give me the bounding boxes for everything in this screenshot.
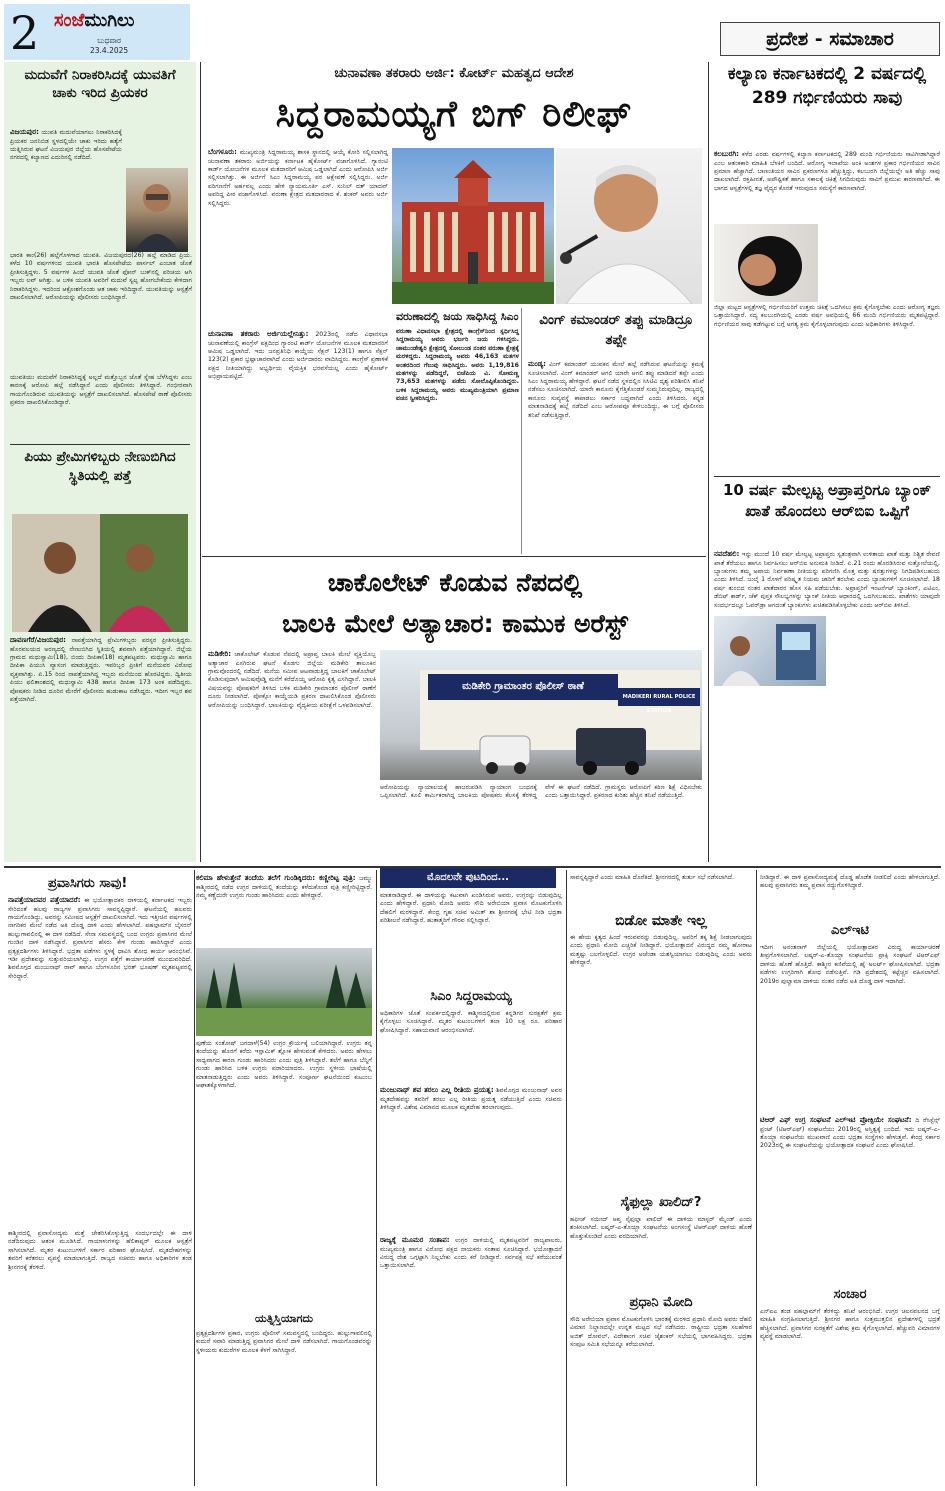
cm-photo <box>556 148 702 304</box>
lead-bottom-rule <box>202 556 706 557</box>
col5-body4: ಎನ್‌ಐಎ ತಂಡ ಪಹಲ್ಗಾಮ್‌ಗೆ ತೆರಳಿದ್ದು ತನಿಖೆ ಆರಂಭಿಸಿದೆ. ಉಗ್ರರ ಚಲನವಲನದ ಬಗ್ಗೆ ಮಾಹಿತಿ ಸಂಗ್ರಹಿಸಲಾಗುತ್ತಿದೆ. ಶ್ರೀನಗರ ಹಾಗೂ ಸುತ್ತಮುತ್ತಲಿನ ಪ್ರದೇಶಗಳಲ್ಲಿ ಭದ್ರತೆ ಹೆಚ್ಚಿಸಲಾಗಿದೆ. ಪ್ರವಾಸಿಗರ ಸುರಕ್ಷತೆಗೆ ವಿಶೇಷ ಕ್ರಮ ಕೈಗೊಳ್ಳಲಾಗಿದೆ. ಹೆಚ್ಚುವರಿ ವಿಮಾನಗಳ ವ್ಯವಸ್ಥೆ ಮಾಡಲಾಗಿದೆ. <box>760 1308 940 1341</box>
lead-subhead: ಚುನಾವಣಾ ತಕರಾರು ಅರ್ಜಿಯಲ್ಲೇನಿತ್ತು: <box>208 330 309 338</box>
atm-icon <box>714 616 826 686</box>
cm-headline: ಸಿಎಂ ಸಿದ್ದರಾಮಯ್ಯ <box>430 989 512 1004</box>
pahalgam-photo <box>196 948 372 1036</box>
story1-lead <box>10 128 122 248</box>
section-tag: ಪ್ರದೇಶ - ಸಮಾಚಾರ <box>720 22 940 56</box>
cm-portrait-icon <box>556 148 702 304</box>
lead-kicker: ಚುನಾವಣಾ ತಕರಾರು ಅರ್ಜಿ: ಕೋರ್ಟ್ ಮಹತ್ವದ ಆದೇಶ <box>334 66 574 81</box>
col5-headline2: ಸಂಚಾರ <box>833 1287 867 1302</box>
front-body3 <box>380 1086 562 1234</box>
rbi-headline: 10 ವರ್ಷ ಮೇಲ್ಪಟ್ಟ ಅಪ್ರಾಪ್ತರಿಗೂ ಬ್ಯಾಂಕ್ ಖಾತೆ ಹೊಂದಲು ಆರ್‌ಬಿಐ ಒಪ್ಪಿಗೆ <box>722 481 932 520</box>
tourists-headline: ಪ್ರವಾಸಿಗರು ಸಾವು! <box>48 876 128 891</box>
kalyana-body <box>714 150 940 222</box>
story1-dateline: ವಿಜಯಪುರ: <box>10 128 39 136</box>
front-body1: ಮಾತನಾಡಿದ್ದಾರೆ. ಈ ದಾಳಿಯನ್ನು ಕಟುವಾಗಿ ಖಂಡಿಸಿರುವ ಅವರು, ಉಗ್ರರನ್ನು ಬಿಡುವುದಿಲ್ಲ ಎಂದು ಹೇಳಿದ್ದಾರೆ. ಪ್ರಧಾನಿ ಮೋದಿ ಅವರು ಸೌದಿ ಅರೇಬಿಯಾ ಪ್ರವಾಸ ಮೊಟಕುಗೊಳಿಸಿ ದೆಹಲಿಗೆ ಮರಳಿದ್ದಾರೆ. ಕೇಂದ್ರ ಗೃಹ ಸಚಿವ ಅಮಿತ್ ಶಾ ಶ್ರೀನಗರಕ್ಕೆ ಭೇಟಿ ನೀಡಿ ಭದ್ರತಾ ಪರಿಶೀಲನೆ ನಡೆಸಿದ್ದಾರೆ. ಹುತಾತ್ಮರಿಗೆ ಗೌರವ ಸಲ್ಲಿಸಿದ್ದಾರೆ. <box>380 892 562 925</box>
tourists-subhead: ನಾಪತ್ತೆಯಾದವರ ಪತ್ತೆಯಾದರೆ: <box>8 896 81 904</box>
front-body3-text: ಶಿವಮೊಗ್ಗದ ಮಂಜುನಾಥ್ ಅವರ ಮೃತದೇಹವನ್ನು ತವರಿಗೆ ತರಲು ಎಲ್ಲ ರೀತಿಯ ಪ್ರಯತ್ನ ನಡೆಯುತ್ತಿದೆ ಎಂದು ಸಚಿವರು ತಿಳಿಸಿದ್ದಾರೆ. ವಿಶೇಷ ವಿಮಾನದ ಮೂಲಕ ಮೃತದೇಹ ತರಲಾಗುವುದು. <box>380 1087 562 1111</box>
meadow-icon <box>196 948 372 1036</box>
col-rule-2 <box>376 870 377 1486</box>
couple-photo-icon <box>12 514 188 632</box>
chocolate-dateline: ಮಡಿಕೇರಿ: <box>208 650 232 658</box>
page-number: 2 <box>10 6 40 60</box>
brand-part1: ಸಂಜೆ <box>54 10 85 31</box>
station-sign-kannada: ಮಡಿಕೇರಿ ಗ್ರಾಮಾಂತರ ಪೊಲೀಸ್ ಠಾಣೆ <box>462 681 584 692</box>
tourists-body <box>8 896 192 1226</box>
right-col-rule <box>708 62 709 862</box>
front-body4 <box>380 1236 562 1486</box>
story1-body: ಭಾರತಿ ಕಾಂ(26) ಹಲ್ಲೆಗೊಳಗಾದ ಯುವತಿ. ವಿಜಯಪುರದ(26) ಹಲ್ಲೆ ಮಾಡಿದ ಪ್ರಿಯ. ಕಳೆದ 10 ವರ್ಷಗಳಿಂದ ಯುವತಿ ಭಾರತಿ ಹೊಸಪೇಟೆಯ ಪಾರ್ಸಲ್ ಎಂಬಾತ ಜೊತೆ ಪ್ರೀತಿಸುತ್ತಿದ್ದಳು. 5 ವರ್ಷಗಳ ಹಿಂದೆ ಯುವತಿ ಜೊತೆ ಫೋನ್ ಬುಕ್‌ನಲ್ಲಿ ಪರಿಚಯ ಆಗಿ ಇಬ್ಬರು ಲವ್ ಆಗಿತ್ತು. ಆ ಬಳಿಕ ಯುವತಿ ಅವರಿಗೆ ಮದುವೆ ಸ್ವಲ್ಪ ಹೋಗಬೇಕೆಂದು ಕೇಳಿದಾಗ ನಿರಾಕರಿಸಿದ್ದಳು. ಇದರಿಂದ ಆಕ್ರೋಶಗೊಂಡು ಆತ ಚಾಕು ಇರಿದಿದ್ದಾನೆ. ಯುವತಿಯನ್ನು ಆಸ್ಪತ್ರೆಗೆ ದಾಖಲಿಸಲಾಗಿದೆ. ಆರೋಪಿಯನ್ನು ಪೊಲೀಸರು ಬಂಧಿಸಿದ್ದಾರೆ. <box>10 252 192 302</box>
story2-body-text: ನಾಪತ್ತೆಯಾಗಿದ್ದ ಪ್ರೇಮಿಗಳಿಬ್ಬರು ಪರಸ್ಪರ ಪ್ರೀತಿಸುತ್ತಿದ್ದರು. ಹೊರವಲಯದ ಅರಣ್ಯದಲ್ಲಿ ನೇಣುಬಿಗಿದ ಸ್ಥಿತಿಯಲ್ಲಿ ಶವವಾಗಿ ಪತ್ತೆಯಾಗಿದ್ದಾರೆ. ಜಿಲ್ಲೆಯ ಗ್ರಾಮದ ಮಧುಸ್ವಾಮಿ(18), ಬಿಂದು ದೀಪಿಕಾ(18) ಮೃತಪಟ್ಟವರು. ಮಧುಸ್ವಾಮಿ ಹಾಗೂ ದೀಪಿಕಾ ಪಿಯುಸಿ ವ್ಯಾಸಂಗ ಮಾಡುತ್ತಿದ್ದರು. ಇವರಿಬ್ಬರ ಪ್ರೀತಿಗೆ ಮನೆಯವರ ವಿರೋಧ ವ್ಯಕ್ತವಾಗಿತ್ತು. ಏ.15 ರಿಂದ ನಾಪತ್ತೆಯಾಗಿದ್ದ ಇಬ್ಬರು ಮನೆಯಿಂದ ಹೊರಟಿದ್ದರು. ದ್ವಿತೀಯ ಪಿಯು ಫಲಿತಾಂಶದಲ್ಲಿ ಮಧುಸ್ವಾಮಿ 438 ಹಾಗೂ ದೀಪಿಕಾ 173 ಅಂಕ ಪಡೆದಿದ್ದರು. ಪೋಷಕರು ನೀಡಿದ ದೂರಿನ ಮೇರೆಗೆ ಪೊಲೀಸರು ಹುಡುಕಾಟ ನಡೆಸಿದ್ದರು. ಇದೀಗ ಇಬ್ಬರ ಶವ ಪತ್ತೆಯಾಗಿದೆ. <box>10 637 192 703</box>
col5-headline1: ಎಲ್ಇಟಿ <box>831 923 869 938</box>
child-atm-photo <box>714 616 826 686</box>
police-station-photo <box>380 650 702 780</box>
portrait-icon <box>126 168 188 252</box>
col4-headline3: ಪ್ರಧಾನಿ ಮೋದಿ <box>629 1295 693 1310</box>
dateline <box>90 36 128 56</box>
kalyana-dateline: ಕಲಬುರಗಿ: <box>714 150 739 158</box>
col4-body4: ಸೌದಿ ಅರೇಬಿಯಾ ಪ್ರವಾಸ ಮೊಟಕುಗೊಳಿಸಿ ಭಾರತಕ್ಕೆ ಮರಳಿದ ಪ್ರಧಾನಿ ಮೋದಿ ಅವರು ದೆಹಲಿ ವಿಮಾನ ನಿಲ್ದಾಣದಲ್ಲೇ ಉನ್ನತ ಮಟ್ಟದ ಸಭೆ ನಡೆಸಿದರು. ರಾಷ್ಟ್ರೀಯ ಭದ್ರತಾ ಸಲಹೆಗಾರ ಅಜಿತ್ ದೋವಲ್, ವಿದೇಶಾಂಗ ಸಚಿವ ಜೈಶಂಕರ್ ಸಭೆಯಲ್ಲಿ ಭಾಗವಹಿಸಿದ್ದರು. ಭದ್ರತಾ ಸಂಪುಟ ಸಮಿತಿ ಸಭೆಯನ್ನೂ ಕರೆಯಲಾಗಿದೆ. <box>570 1316 752 1349</box>
lead-dateline: ಬೆಂಗಳೂರು: <box>208 148 237 156</box>
col5-body3-text: ದಿ ರೆಸಿಸ್ಟೆನ್ಸ್ ಫ್ರಂಟ್ (ಟಿಆರ್‌ಎಫ್) ಸಂಘಟನೆಯು 2019ರಲ್ಲಿ ಅಸ್ತಿತ್ವಕ್ಕೆ ಬಂದಿದೆ. ಇದು ಲಷ್ಕರ್-ಎ-ತೊಯ್ಬಾ ಸಂಘಟನೆಯ ಮುಖವಾಣಿ ಎಂದು ಭದ್ರತಾ ಸಂಸ್ಥೆಗಳು ಹೇಳುತ್ತವೆ. ಕೇಂದ್ರ ಸರ್ಕಾರ 2023ರಲ್ಲಿ ಈ ಸಂಘಟನೆಯನ್ನು ಭಯೋತ್ಪಾದಕ ಸಂಘಟನೆ ಎಂದು ಘೋಷಿಸಿದೆ. <box>760 1117 940 1150</box>
col2-body1-text: ಜಮ್ಮು ಕಾಶ್ಮೀರದಲ್ಲಿ ನಡೆದ ಉಗ್ರರ ದಾಳಿಯಲ್ಲಿ ತಂದೆಯನ್ನು ಕಳೆದುಕೊಂಡ ಪುತ್ರಿ ಕಣ್ಣೀರಿಟ್ಟಿದ್ದಾರೆ. ನಮ್ಮ ಕಣ್ಣೆದುರೇ ಉಗ್ರರು ಗುಂಡು ಹಾರಿಸಿದರು ಎಂದು ಹೇಳಿದ್ದಾರೆ. <box>196 875 372 899</box>
wing-body-text: ವಿಂಗ್ ಕಮಾಂಡರ್ ಯುವಕನ ಮೇಲೆ ಹಲ್ಲೆ ನಡೆಸಿರುವ ಘಟನೆಯನ್ನು ಕ್ರಮಕ್ಕೆ ಸೂಚಿಸಲಾಗಿದೆ. ವಿಂಗ್ ಕಮಾಂಡರ್ ಆಗಲಿ ಯಾರೇ ಆಗಲಿ ತಪ್ಪು ಮಾಡಿದರೆ ತಪ್ಪೇ ಎಂದು ಸಿಎಂ ಸಿದ್ದರಾಮಯ್ಯ ಹೇಳಿದ್ದಾರೆ. ಘಟನೆ ನಡೆದ ಸ್ಥಳದಲ್ಲಿನ ಸಿಸಿಟಿವಿ ದೃಶ್ಯ ಪರಿಶೀಲಿಸಿ ತನಿಖೆ ನಡೆಸಲು ಸೂಚಿಸಲಾಗಿದೆ. ಯಾರೇ ಕಾನೂನು ಕೈಗೆತ್ತಿಕೊಂಡರೆ ಸುಮ್ಮನಿರುವುದಿಲ್ಲ. ರಾಜ್ಯದಲ್ಲಿ ಕಾನೂನು ಸುವ್ಯವಸ್ಥೆ ಕಾಪಾಡಲು ಸರ್ಕಾರ ಬದ್ಧವಾಗಿದೆ ಎಂದು ತಿಳಿಸಿದರು. ಕನ್ನಡ ಮಾತನಾಡಿದಕ್ಕೆ ಹಲ್ಲೆ ನಡೆದಿದೆ ಎಂಬ ಆರೋಪವೂ ಕೇಳಿಬಂದಿದ್ದು, ಈ ಬಗ್ಗೆ ಪೊಲೀಸರು ತನಿಖೆ ನಡೆಸುತ್ತಿದ್ದಾರೆ. <box>528 361 704 419</box>
lead-headline: ಸಿದ್ದರಾಮಯ್ಯಗೆ ಬಿಗ್ ರಿಲೀಫ್ <box>275 94 633 135</box>
lead-body2 <box>208 330 388 552</box>
story1-photo <box>126 168 188 252</box>
front-subhead4: ರಾಜ್ಯಕ್ಕೆ ಮೂಮರ ಸಂತಾಪ: <box>380 1236 450 1244</box>
front-subhead3: ಮಂಜುನಾಥ್ ಶವ ತರಲು ಎಲ್ಲ ರೀತಿಯ ಪ್ರಯತ್ನ: <box>380 1086 494 1094</box>
col-rule-3 <box>566 870 567 1486</box>
lead-body <box>208 148 388 328</box>
col5-body3 <box>760 1116 940 1282</box>
col5-subhead1: ಟಿಆರ್ ಎಫ್ ಉಗ್ರ ಸಂಘಟನೆ ಎಲ್ಇಟಿ ಪ್ರೋಕ್ಸಿಯೇ ಸಂಘಟನೆ: <box>760 1116 912 1124</box>
varuna-headline: ವರುಣಾದಲ್ಲಿ ಜಯ ಸಾಧಿಸಿದ್ದ ಸಿಎಂ <box>396 310 519 323</box>
day-label: ಬುಧವಾರ <box>97 36 121 45</box>
col-rule-top-left <box>200 62 201 862</box>
col-rule-1 <box>194 870 195 1486</box>
chocolate-body2: ಆರೋಪಿಯನ್ನು ನ್ಯಾಯಾಲಯಕ್ಕೆ ಹಾಜರುಪಡಿಸಿ ನ್ಯಾಯಾಂಗ ಬಂಧನಕ್ಕೆ ಒಪ್ಪಿಸಲಾಗಿದೆ. ಕೂಲಿ ಕಾರ್ಮಿಕರಾಗಿದ್ದ ಬಾಲಕಿಯ ಪೋಷಕರು ಕೆಲಸಕ್ಕೆ ತೆರಳಿದ್ದ ವೇಳೆ ಈ ಘಟನೆ ನಡೆದಿದೆ. ಗ್ರಾಮಸ್ಥರು ಆರೋಪಿಗೆ ಕಠಿಣ ಶಿಕ್ಷೆ ವಿಧಿಸಬೇಕು ಎಂದು ಒತ್ತಾಯಿಸಿದ್ದಾರೆ. ಪ್ರಕರಣದ ಕುರಿತು ಹೆಚ್ಚಿನ ತನಿಖೆ ನಡೆಯುತ್ತಿದೆ. <box>380 784 702 800</box>
col2-body2: ಪುಣೆಯ ಸಂತೋಷ್ ಜಗದಾಳೆ(54) ಉಗ್ರರ ಕ್ರೌರ್ಯಕ್ಕೆ ಬಲಿಯಾಗಿದ್ದಾರೆ. ಉಗ್ರರು ತನ್ನ ತಂದೆಯನ್ನು ಹೊರಗೆ ಕರೆದು ಇಸ್ಲಾಮಿಕ್ ಶ್ಲೋಕ ಹೇಳುವಂತೆ ಕೇಳಿದರು. ಅವರು ಹೇಳಲು ಸಾಧ್ಯವಾಗದ ಕಾರಣ ಗುಂಡು ಹಾರಿಸಿದರು ಎಂದು ಪುತ್ರಿ ತಿಳಿಸಿದ್ದಾರೆ. ತಲೆಗೆ ಹಾಗೂ ಬೆನ್ನಿಗೆ ಗುಂಡು ಹಾರಿಸಿದ ಬಳಿಕ ಉಗ್ರರು ಪರಾರಿಯಾದರು. ಉಗ್ರರು ಸ್ಥಳೀಯ ಭಾಷೆಯಲ್ಲಿ ಮಾತನಾಡುತ್ತಿದ್ದರು ಎಂದು ಅವರು ತಿಳಿಸಿದ್ದಾರೆ. ಸಂಪೂರ್ಣ ಘಟನೆಯಿಂದ ಕುಟುಂಬ ಆಘಾತಕ್ಕೊಳಗಾಗಿದೆ. <box>196 1040 372 1090</box>
date-label: 23.4.2025 <box>90 46 129 55</box>
high-court-building-icon <box>392 148 554 304</box>
col-rule-4 <box>756 870 757 1486</box>
court-photo <box>392 148 554 304</box>
right-divider <box>714 476 940 477</box>
masthead <box>4 4 190 60</box>
story1-body2: ಯುವತಿಯು ಮದುವೆಗೆ ನಿರಾಕರಿಸಿದ್ದಕ್ಕೆ ಅಲ್ಲದೆ ಮತ್ತೊಬ್ಬನ ಜೊತೆ ಸ್ನೇಹ ಬೆಳೆಸಿದ್ದಳು ಎಂಬ ಕಾರಣಕ್ಕೆ ಆರೋಪಿ ಹಲ್ಲೆ ನಡೆಸಿದ್ದಾನೆ ಎಂದು ಪೊಲೀಸರು ತಿಳಿಸಿದ್ದಾರೆ. ಗಂಭೀರವಾಗಿ ಗಾಯಗೊಂಡಿರುವ ಯುವತಿಯನ್ನು ಆಸ್ಪತ್ರೆಗೆ ದಾಖಲಿಸಲಾಗಿದೆ. ಹೊಸಪೇಟೆ ಠಾಣೆ ಪೊಲೀಸರು ಪ್ರಕರಣ ದಾಖಲಿಸಿಕೊಂಡಿದ್ದಾರೆ. <box>10 374 192 407</box>
col2-body1 <box>196 874 372 944</box>
brand-logo <box>54 10 134 31</box>
col2-subhead1: ಕಲಿಮಾ ಹೇಳುತ್ತೇನೆ ತಂದೆಯ ತಲೆಗೆ ಗುಂಡಿಕ್ಕಿದರು: ಕಣ್ಣೀರಿಟ್ಟ ಪುತ್ರಿ: <box>196 874 356 882</box>
col2-subhead2: ಯತ್ನಿಸ್ತಿಯಾಗದು <box>254 1312 314 1325</box>
pregnant-woman-photo <box>714 224 818 302</box>
pregnancy-icon <box>714 224 818 302</box>
front-page-banner: ಮೊದಲನೇ ಪುಟದಿಂದ... <box>380 868 556 888</box>
varuna-box <box>394 308 522 554</box>
rbi-dateline: ನವದೆಹಲಿ: <box>714 550 740 558</box>
tourists-body-text: ಈ ಭಯೋತ್ಪಾದಕರ ದಾಳಿಯಲ್ಲಿ ಕರ್ನಾಟಕದ ಇಬ್ಬರು ಸೇರಿದಂತೆ ಹಲವು ರಾಜ್ಯಗಳ ಪ್ರವಾಸಿಗರು ಸಾವನ್ನಪ್ಪಿದ್ದಾರೆ. ಘಟನೆಯಲ್ಲಿ ಹಲವರು ಗಾಯಗೊಂಡಿದ್ದು, ಅವರನ್ನು ಸಮೀಪದ ಆಸ್ಪತ್ರೆಗೆ ದಾಖಲಿಸಲಾಗಿದೆ. ಇದು ಇತ್ತೀಚಿನ ವರ್ಷಗಳಲ್ಲಿ ನಾಗರಿಕರ ಮೇಲೆ ನಡೆದ ಅತಿ ದೊಡ್ಡ ದಾಳಿ ಎಂದು ಹೇಳಲಾಗಿದೆ. ಪಹಲ್ಗಾಮ್‌ನ ಬೈಸರನ್ ಹುಲ್ಲುಗಾವಲಿನಲ್ಲಿ ಈ ದಾಳಿ ನಡೆದಿದೆ. ಸೇನಾ ಸಮವಸ್ತ್ರದಲ್ಲಿ ಬಂದ ಉಗ್ರರು ಪ್ರವಾಸಿಗರ ಮೇಲೆ ಗುಂಡಿನ ದಾಳಿ ನಡೆಸಿದ್ದಾರೆ. ಪ್ರವಾಸಿಗರ ಹೆಸರು ಕೇಳಿ ಗುಂಡು ಹಾರಿಸಿದ್ದಾರೆ ಎಂದು ಪ್ರತ್ಯಕ್ಷದರ್ಶಿಗಳು ತಿಳಿಸಿದ್ದಾರೆ. ಭದ್ರತಾ ಪಡೆಗಳು ಸ್ಥಳಕ್ಕೆ ಧಾವಿಸಿ ಶೋಧ ಕಾರ್ಯ ಆರಂಭಿಸಿವೆ. ಇಡೀ ಪ್ರದೇಶವನ್ನು ಸುತ್ತುವರಿಯಲಾಗಿದ್ದು, ಉಗ್ರರ ಪತ್ತೆಗೆ ಕಾರ್ಯಾಚರಣೆ ಮುಂದುವರಿದಿದೆ. ಶಿವಮೊಗ್ಗದ ಮಂಜುನಾಥ್ ರಾವ್ ಹಾಗೂ ಬೆಂಗಳೂರಿನ ಭರತ್ ಭೂಷಣ್ ಮೃತಪಟ್ಟವರಲ್ಲಿ ಸೇರಿದ್ದಾರೆ. <box>8 897 192 980</box>
wing-headline: ವಿಂಗ್ ಕಮಾಂಡರ್ ತಪ್ಪು ಮಾಡಿದ್ರೂ ತಪ್ಪೇ <box>539 312 693 348</box>
col4-headline1: ಬಿಡೋ ಮಾತೇ ಇಲ್ಲ <box>615 913 707 929</box>
wing-body <box>528 360 704 552</box>
story1-lead-text: ಯುವತಿ ಮದುವೆಯಾಗಲು ನಿರಾಕರಿಸಿದಕ್ಕೆ ಪ್ರಿಯಕರ ಜನನಿಬಿಡ ಸ್ಥಳದಲ್ಲಿಯೇ ಚಾಕು ಇರಿದು ಹತ್ಯೆಗೆ ಯತ್ನಿಸಿರುವ ಘಟನೆ ವಿಜಯಪುರ ಜಿಲ್ಲೆಯ ಹೊಸಪೇಟೆಯ ನಗರದಲ್ಲಿ ಕಲ್ಯಾಣದ ಎದುರಿನಲ್ಲಿ ನಡೆದಿದೆ. <box>10 129 122 162</box>
story1-headline: ಮದುವೆಗೆ ನಿರಾಕರಿಸಿದಕ್ಕೆ ಯುವತಿಗೆ ಚಾಕು ಇರಿದ ಪ್ರಿಯಕರ <box>24 67 176 101</box>
station-sign-english: MADIKERI RURAL POLICE STATION <box>622 694 696 714</box>
story2-headline: ಪಿಯು ಪ್ರೇಮಿಗಳಿಬ್ಬರು ನೇಣುಬಿಗಿದ ಸ್ಥಿತಿಯಲ್ಲಿ ಪತ್ತೆ <box>24 449 176 484</box>
col5-body2: ಇದೀಗ ಅನಂತನಾಗ್ ಜಿಲ್ಲೆಯಲ್ಲಿ ಭಯೋತ್ಪಾದಕರ ವಿರುದ್ಧ ಕಾರ್ಯಾಚರಣೆ ತೀವ್ರಗೊಳಿಸಲಾಗಿದೆ. ಲಷ್ಕರ್-ಎ-ತೊಯ್ಬಾ ಸಂಘಟನೆಯ ಪ್ರಾಕ್ಸಿ ಸಂಘಟನೆ ಟಿಆರ್‌ಎಫ್ ದಾಳಿಯ ಹೊಣೆ ಹೊತ್ತಿದೆ. ಕಾಶ್ಮೀರ ಕಣಿವೆಯಲ್ಲಿ ಹೈ ಅಲರ್ಟ್ ಘೋಷಿಸಲಾಗಿದೆ. ಭದ್ರತಾ ಪಡೆಗಳು ಉಗ್ರರಿಗಾಗಿ ಶೋಧ ನಡೆಸುತ್ತಿವೆ. ಗಡಿ ಪ್ರದೇಶದಲ್ಲಿ ಕಟ್ಟೆಚ್ಚರ ವಹಿಸಲಾಗಿದೆ. 2019ರ ಪುಲ್ವಾಮಾ ದಾಳಿಯ ನಂತರ ನಡೆದ ಅತಿ ದೊಡ್ಡ ದಾಳಿ ಇದಾಗಿದೆ. <box>760 944 940 985</box>
chocolate-body <box>208 650 376 862</box>
col4-body1: ಸಾವನ್ನಪ್ಪಿದ್ದಾರೆ ಎಂದು ಮಾಹಿತಿ ದೊರೆತಿದೆ. ಶ್ರೀನಗರದಲ್ಲಿ ತುರ್ತು ಸಭೆ ನಡೆಸಲಾಗಿದೆ. <box>570 874 735 881</box>
story2-dateline: ದಾವಣಗೆರೆ/ವಿಜಯಪುರ: <box>10 636 66 644</box>
chocolate-body-text: ಚಾಕೊಲೇಟ್ ಕೊಡುವ ನೆಪದಲ್ಲಿ ಅಪ್ರಾಪ್ತ ಬಾಲಕಿ ಮೇಲೆ ವ್ಯಕ್ತಿಯೊಬ್ಬ ಅತ್ಯಾಚಾರ ಎಸಗಿರುವ ಘಟನೆ ಕೊಡಗು ಜಿಲ್ಲೆಯ ಮಡಿಕೇರಿ ತಾಲೂಕಿನ ಗ್ರಾಮವೊಂದರಲ್ಲಿ ನಡೆದಿದೆ. ಮನೆಯ ಸಮೀಪ ಆಟವಾಡುತ್ತಿದ್ದ ಬಾಲಕಿಗೆ ಚಾಕೊಲೇಟ್ ಕೊಡಿಸುವುದಾಗಿ ಆಮಿಷವೊಡ್ಡಿ ಮನೆಗೆ ಕರೆದೊಯ್ದ ಆರೋಪಿ ಕೃತ್ಯ ಎಸಗಿದ್ದಾನೆ. ಬಾಲಕಿ ವಿಷಯವನ್ನು ಪೋಷಕರಿಗೆ ತಿಳಿಸಿದ ಬಳಿಕ ಮಡಿಕೇರಿ ಗ್ರಾಮಾಂತರ ಪೊಲೀಸ್ ಠಾಣೆಗೆ ದೂರು ನೀಡಲಾಗಿದೆ. ಪೋಕ್ಸೋ ಕಾಯ್ದೆಯಡಿ ಪ್ರಕರಣ ದಾಖಲಿಸಿಕೊಂಡ ಪೊಲೀಸರು ಆರೋಪಿಯನ್ನು ಬಂಧಿಸಿದ್ದಾರೆ. ಬಾಲಕಿಯನ್ನು ವೈದ್ಯಕೀಯ ಪರೀಕ್ಷೆಗೆ ಒಳಪಡಿಸಲಾಗಿದೆ. <box>208 651 376 709</box>
chocolate-headline-line1: ಚಾಕೊಲೇಟ್ ಕೊಡುವ ನೆಪದಲ್ಲಿ <box>327 568 583 597</box>
kalyana-body-text: ಕಳೆದ ಎರಡು ವರ್ಷಗಳಲ್ಲಿ ಕಲ್ಯಾಣ ಕರ್ನಾಟಕದಲ್ಲಿ 289 ಮಂದಿ ಗರ್ಭಿಣಿಯರು ಸಾವಿಗೀಡಾಗಿದ್ದಾರೆ ಎಂಬ ಆತಂಕಕಾರಿ ಮಾಹಿತಿ ಬೆಳಕಿಗೆ ಬಂದಿದೆ. ಆರೋಗ್ಯ ಇಲಾಖೆಯ ಅಂಕಿ ಅಂಶಗಳ ಪ್ರಕಾರ ಗರ್ಭಿಣಿಯರ ಸಾವಿನ ಪ್ರಮಾಣ ಹೆಚ್ಚಾಗಿದೆ. ಬಾಣಂತಿಯರ ಸಾವಿನ ಪ್ರಕರಣಗಳೂ ಹೆಚ್ಚುತ್ತಿದ್ದು, ಕಲಬುರಗಿ ಜಿಲ್ಲೆಯಲ್ಲೇ ಅತಿ ಹೆಚ್ಚು ಸಾವು ದಾಖಲಾಗಿದೆ. ರಕ್ತಹೀನತೆ, ಅಪೌಷ್ಟಿಕತೆ ಹಾಗೂ ಸಕಾಲಕ್ಕೆ ಚಿಕಿತ್ಸೆ ಸಿಗದಿರುವುದು ಸಾವಿಗೆ ಪ್ರಮುಖ ಕಾರಣವಾಗಿದೆ. ಈ ಭಾಗದ ಆಸ್ಪತ್ರೆಗಳಲ್ಲಿ ತಜ್ಞ ವೈದ್ಯರ ಕೊರತೆ ಇರುವುದೂ ಸಮಸ್ಯೆಗೆ ಕಾರಣವಾಗಿದೆ. <box>714 151 940 192</box>
col4-body3: ಹಫೀಜ್ ಸಯೀದ್ ಆಪ್ತ ಸೈಫುಲ್ಲಾ ಖಾಲಿದ್ ಈ ದಾಳಿಯ ಮಾಸ್ಟರ್ ಮೈಂಡ್ ಎಂದು ಶಂಕಿಸಲಾಗಿದೆ. ಲಷ್ಕರ್-ಎ-ತೊಯ್ಬಾ ಸಂಘಟನೆಯ ಅಂಗಸಂಸ್ಥೆ ಟಿಆರ್‌ಎಫ್ ದಾಳಿಯ ಹೊಣೆ ಹೊತ್ತುಕೊಂಡಿದೆ ಎಂದು ವರದಿಯಾಗಿದೆ. <box>570 1216 752 1240</box>
rbi-body-text: ಇನ್ನು ಮುಂದೆ 10 ವರ್ಷ ಮೇಲ್ಪಟ್ಟ ಅಪ್ರಾಪ್ತರು ಸ್ವತಂತ್ರವಾಗಿ ಉಳಿತಾಯ ಖಾತೆ ಮತ್ತು ನಿಶ್ಚಿತ ಠೇವಣಿ ಖಾತೆ ತೆರೆಯಲು ಹಾಗೂ ನಿರ್ವಹಿಸಲು ಆರ್‌ಬಿಐ ಅನುಮತಿ ನೀಡಿದೆ. ಏ.21 ರಂದು ಹೊರಡಿಸಿರುವ ಸುತ್ತೋಲೆಯಲ್ಲಿ, ಬ್ಯಾಂಕುಗಳು ತಮ್ಮ ಅಪಾಯ ನಿರ್ವಹಣಾ ನೀತಿಯನ್ನು ಪರಿಗಣಿಸಿ ಮೊತ್ತ ಮತ್ತು ಷರತ್ತುಗಳನ್ನು ನಿಗದಿಪಡಿಸಬಹುದು ಎಂದು ತಿಳಿಸಿದೆ. ಜುಲೈ 1 ರೊಳಗೆ ಪರಿಷ್ಕೃತ ನಿಯಮ ಜಾರಿಗೆ ತರಬೇಕು ಎಂದು ಬ್ಯಾಂಕುಗಳಿಗೆ ಸೂಚಿಸಲಾಗಿದೆ. 18 ವರ್ಷ ತುಂಬಿದ ನಂತರ ಖಾತೆದಾರರ ಹೊಸ ಸಹಿ ಪಡೆಯಬೇಕು. ಅಪ್ರಾಪ್ತರಿಗೆ ಇಂಟರ್ನೆಟ್ ಬ್ಯಾಂಕಿಂಗ್, ಎಟಿಎಂ, ಡೆಬಿಟ್ ಕಾರ್ಡ್, ಚೆಕ್ ಪುಸ್ತಕ ಸೌಲಭ್ಯಗಳನ್ನು ಬ್ಯಾಂಕ್ ನೀತಿಯ ಆಧಾರದಲ್ಲಿ ಒದಗಿಸಬಹುದು. ಖಾತೆಗಳು ಯಾವುದೇ ಸಂದರ್ಭದಲ್ಲೂ ಓವರ್‌ಡ್ರಾ ಆಗದಂತೆ ಬ್ಯಾಂಕುಗಳು ಖಚಿತಪಡಿಸಿಕೊಳ್ಳಬೇಕು ಎಂದು ಆರ್‌ಬಿಐ ತಿಳಿಸಿದೆ. <box>714 551 940 609</box>
brand-part2: ಮುಗಿಲು <box>84 10 135 31</box>
kalyana-headline: ಕಲ್ಯಾಣ ಕರ್ನಾಟಕದಲ್ಲಿ 2 ವರ್ಷದಲ್ಲಿ 289 ಗರ್ಭಿಣಿಯರು ಸಾವು <box>727 64 927 108</box>
story2-photo-couple <box>12 514 188 632</box>
wing-dateline: ಮಂಡ್ಯ: <box>528 360 546 368</box>
left-divider <box>10 444 190 445</box>
lead-body-text: ಮುಖ್ಯಮಂತ್ರಿ ಸಿದ್ದರಾಮಯ್ಯ ಶಾಸಕ ಸ್ಥಾನದಲ್ಲಿ ಆಯ್ಕೆ ಕೋರಿ ಸಲ್ಲಿಸಲಾಗಿದ್ದ ಚುನಾವಣಾ ತಕರಾರು ಅರ್ಜಿಯನ್ನು ಕರ್ನಾಟಕ ಹೈಕೋರ್ಟ್ ವಜಾಗೊಳಿಸಿದೆ. ಗ್ಯಾರಂಟಿ ಕಾರ್ಡ್ ಯೋಜನೆಗಳ ಮೂಲಕ ಮತದಾರರಿಗೆ ಆಮಿಷ ಒಡ್ಡಲಾಗಿದೆ ಎಂದು ಆರೋಪಿಸಿ ಅರ್ಜಿ ಸಲ್ಲಿಸಲಾಗಿತ್ತು. ಈ ಅರ್ಜಿಗೆ ಸಿಎಂ ಸಿದ್ದರಾಮಯ್ಯ ಪರ ಆಕ್ಷೇಪಣೆ ಸಲ್ಲಿಸಿದ್ದರು. ಅರ್ಜಿ ಪರಿಗಣನೆಗೆ ಅರ್ಹವಲ್ಲ ಎಂದು ಹೇಳಿ ನ್ಯಾಯಮೂರ್ತಿ ಎಸ್. ಸುನಿಲ್ ದತ್ ಯಾದವ್ ಅವರಿದ್ದ ಪೀಠ ವಜಾಗೊಳಿಸಿದೆ. ವರುಣಾ ಕ್ಷೇತ್ರದ ಮತದಾರರಾದ ಕೆ. ಶಂಕರ್ ಅವರು ಅರ್ಜಿ ಸಲ್ಲಿಸಿದ್ದರು. <box>208 149 388 207</box>
col4-headline2: ಸೈಫುಲ್ಲಾ ಖಾಲಿದ್? <box>620 1195 702 1210</box>
col2-body3: ಪ್ರತ್ಯಕ್ಷದರ್ಶಿಗಳ ಪ್ರಕಾರ, ಉಗ್ರರು ಪೊಲೀಸ್ ಸಮವಸ್ತ್ರದಲ್ಲಿ ಬಂದಿದ್ದರು. ಹುಲ್ಲುಗಾವಲಿನಲ್ಲಿ ಕುದುರೆ ಸವಾರಿ ಮಾಡುತ್ತಿದ್ದ ಪ್ರವಾಸಿಗರ ಮೇಲೆ ದಾಳಿ ನಡೆಸಲಾಗಿದೆ. ಗಾಯಗೊಂಡವರನ್ನು ಸ್ಥಳೀಯರು ಕುದುರೆಗಳ ಮೂಲಕ ಕೆಳಗೆ ಸಾಗಿಸಿದ್ದಾರೆ. <box>196 1330 372 1354</box>
tourists-body2: ಕಾಶ್ಮೀರದಲ್ಲಿ ಪ್ರವಾಸೋದ್ಯಮ ಮತ್ತೆ ಚೇತರಿಸಿಕೊಳ್ಳುತ್ತಿದ್ದ ಸಂದರ್ಭದಲ್ಲೇ ಈ ದಾಳಿ ನಡೆದಿರುವುದು ಆತಂಕ ಮೂಡಿಸಿದೆ. ಗಾಯಾಳುಗಳನ್ನು ಹೆಲಿಕಾಪ್ಟರ್ ಮೂಲಕ ಆಸ್ಪತ್ರೆಗೆ ಸಾಗಿಸಲಾಗಿದೆ. ಮೃತರ ಕುಟುಂಬಗಳಿಗೆ ಸರ್ಕಾರ ಪರಿಹಾರ ಘೋಷಿಸಿದೆ. ಮೃತದೇಹಗಳನ್ನು ತವರಿಗೆ ಕರೆತರಲು ವ್ಯವಸ್ಥೆ ಮಾಡಲಾಗುತ್ತಿದೆ. ರಾಜ್ಯದ ಸಚಿವರು ಹಾಗೂ ಅಧಿಕಾರಿಗಳ ತಂಡ ಶ್ರೀನಗರಕ್ಕೆ ತೆರಳಿದೆ. <box>8 1230 192 1271</box>
col5-body1: ನೀಡಿದ್ದಾರೆ. ಈ ದಾಳಿ ಪ್ರವಾಸೋದ್ಯಮಕ್ಕೆ ದೊಡ್ಡ ಹೊಡೆತ ನೀಡಲಿದೆ ಎಂದು ಹೇಳಲಾಗುತ್ತಿದೆ. ಹಲವು ಪ್ರವಾಸಿಗರು ತಮ್ಮ ಪ್ರವಾಸ ರದ್ದುಗೊಳಿಸಿದ್ದಾರೆ. <box>760 874 940 890</box>
chocolate-headline-line2: ಬಾಲಕಿ ಮೇಲೆ ಅತ್ಯಾಚಾರ: ಕಾಮುಕ ಅರೆಸ್ಟ್ <box>282 609 628 638</box>
col4-body2: ಈ ಹೇಯ ಕೃತ್ಯದ ಹಿಂದೆ ಇರುವವರನ್ನು ಬಿಡುವುದಿಲ್ಲ. ಅವರಿಗೆ ತಕ್ಕ ಶಿಕ್ಷೆ ನೀಡಲಾಗುವುದು ಎಂದು ಪ್ರಧಾನಿ ಮೋದಿ ಎಚ್ಚರಿಕೆ ನೀಡಿದ್ದಾರೆ. ಭಯೋತ್ಪಾದನೆ ವಿರುದ್ಧದ ನಮ್ಮ ಹೋರಾಟ ಮತ್ತಷ್ಟು ಬಲಗೊಳ್ಳಲಿದೆ. ಉಗ್ರರ ಅಜೆಂಡಾ ಯಶಸ್ವಿಯಾಗಲು ಬಿಡುವುದಿಲ್ಲ ಎಂದು ಅವರು ಹೇಳಿದ್ದಾರೆ. <box>570 934 752 967</box>
lead-body2-text: 2023ರಲ್ಲಿ ನಡೆದ ವಿಧಾನಸಭಾ ಚುನಾವಣೆಯಲ್ಲಿ ಕಾಂಗ್ರೆಸ್ ಪಕ್ಷದಿಂದ ಗ್ಯಾರಂಟಿ ಕಾರ್ಡ್ ಯೋಜನೆಗಳ ಮೂಲಕ ಮತದಾರರಿಗೆ ಆಮಿಷ ಒಡ್ಡಲಾಗಿದೆ. ಇದು ಜನಪ್ರತಿನಿಧಿ ಕಾಯ್ದೆಯ ಸೆಕ್ಷನ್ 123(1) ಹಾಗೂ ಸೆಕ್ಷನ್ 123(2) ಪ್ರಕಾರ ಭ್ರಷ್ಟಾಚಾರವಾಗಿದೆ ಎಂದು ಅರ್ಜಿದಾರರು ವಾದಿಸಿದ್ದರು. ಕಾಂಗ್ರೆಸ್ ಪ್ರಣಾಳಿಕೆ ಪಕ್ಷದ ನೀತಿಯಾಗಿದ್ದು ಅಭ್ಯರ್ಥಿಯ ವೈಯಕ್ತಿಕ ಭರವಸೆಯಲ್ಲ ಎಂದು ಹೈಕೋರ್ಟ್ ಅಭಿಪ್ರಾಯಪಟ್ಟಿದೆ. <box>208 331 388 381</box>
front-body4-text: ಉಗ್ರರ ದಾಳಿಯಲ್ಲಿ ಮೃತಪಟ್ಟವರಿಗೆ ರಾಜ್ಯಪಾಲರು, ಮುಖ್ಯಮಂತ್ರಿ ಹಾಗೂ ವಿರೋಧ ಪಕ್ಷದ ನಾಯಕರು ಸಂತಾಪ ಸೂಚಿಸಿದ್ದಾರೆ. ಭಯೋತ್ಪಾದನೆ ವಿರುದ್ಧ ದೇಶ ಒಗ್ಗಟ್ಟಾಗಿ ನಿಲ್ಲಬೇಕು ಎಂದು ಕರೆ ನೀಡಿದ್ದಾರೆ. ಸರ್ವಪಕ್ಷ ಸಭೆ ಕರೆಯುವಂತೆ ಒತ್ತಾಯಿಸಲಾಗಿದೆ. <box>380 1237 562 1270</box>
varuna-body: ವರುಣಾ ವಿಧಾನಸಭಾ ಕ್ಷೇತ್ರದಲ್ಲಿ ಕಾಂಗ್ರೆಸ್‌ನಿಂದ ಸ್ಪರ್ಧಿಸಿದ್ದ ಸಿದ್ದರಾಮಯ್ಯ ಅವರು ಭರ್ಜರಿ ಜಯ ಗಳಿಸಿದ್ದರು. ಚಾಮುಂಡೇಶ್ವರಿ ಕ್ಷೇತ್ರದಲ್ಲಿ ಸೋಲುಂಡ ನಂತರ ವರುಣಾ ಕ್ಷೇತ್ರಕ್ಕೆ ಮರಳಿದ್ದರು. ಸಿದ್ದರಾಮಯ್ಯ ಅವರು 46,163 ಮತಗಳ ಅಂತರದಿಂದ ಗೆಲುವು ಸಾಧಿಸಿದ್ದರು. ಅವರು 1,19,816 ಮತಗಳನ್ನು ಪಡೆದಿದ್ದರೆ, ಬಿಜೆಪಿಯ ವಿ. ಸೋಮಣ್ಣ 73,653 ಮತಗಳನ್ನು ಪಡೆದು ಸೋಲೊಪ್ಪಿಕೊಂಡಿದ್ದರು. ಬಳಿಕ ಸಿದ್ದರಾಮಯ್ಯ ಅವರು ಮುಖ್ಯಮಂತ್ರಿಯಾಗಿ ಪ್ರಮಾಣ ವಚನ ಸ್ವೀಕರಿಸಿದ್ದರು. <box>396 328 519 403</box>
story2-body <box>10 636 192 858</box>
front-body2: ಅಧಿಕಾರಿಗಳ ಜೊತೆ ಸಂಪರ್ಕದಲ್ಲಿದ್ದಾರೆ. ಕಾಶ್ಮೀರದಲ್ಲಿರುವ ಕನ್ನಡಿಗರ ಸುರಕ್ಷತೆಗೆ ಕ್ರಮ ಕೈಗೊಳ್ಳಲು ಸೂಚಿಸಿದ್ದಾರೆ. ಮೃತರ ಕುಟುಂಬಗಳಿಗೆ ತಲಾ 10 ಲಕ್ಷ ರೂ. ಪರಿಹಾರ ಘೋಷಿಸಿದ್ದಾರೆ. ಸಹಾಯವಾಣಿ ಆರಂಭಿಸಲಾಗಿದೆ. <box>380 1010 562 1034</box>
kalyana-body2: ಜಿಲ್ಲಾ ಮಟ್ಟದ ಆಸ್ಪತ್ರೆಗಳಲ್ಲಿ ಗರ್ಭಿಣಿಯರಿಗೆ ಉತ್ತಮ ಚಿಕಿತ್ಸೆ ಒದಗಿಸಲು ಕ್ರಮ ಕೈಗೊಳ್ಳಬೇಕು ಎಂದು ಆರೋಗ್ಯ ತಜ್ಞರು ಒತ್ತಾಯಿಸಿದ್ದಾರೆ. ಸದ್ಯ ಕಲಬುರಗಿಯಲ್ಲಿ ಎರಡು ವರ್ಷ ಅವಧಿಯಲ್ಲಿ 66 ಮಂದಿ ಗರ್ಭಿಣಿಯರು ಮೃತಪಟ್ಟಿದ್ದಾರೆ. ಗರ್ಭಿಣಿಯರ ಸಾವು ತಡೆಗಟ್ಟುವ ಬಗ್ಗೆ ಅಗತ್ಯ ಕ್ರಮ ಕೈಗೊಳ್ಳಲಾಗುವುದು ಎಂದು ಅಧಿಕಾರಿಗಳು ತಿಳಿಸಿದ್ದಾರೆ. <box>714 304 940 328</box>
rbi-body <box>714 550 940 862</box>
